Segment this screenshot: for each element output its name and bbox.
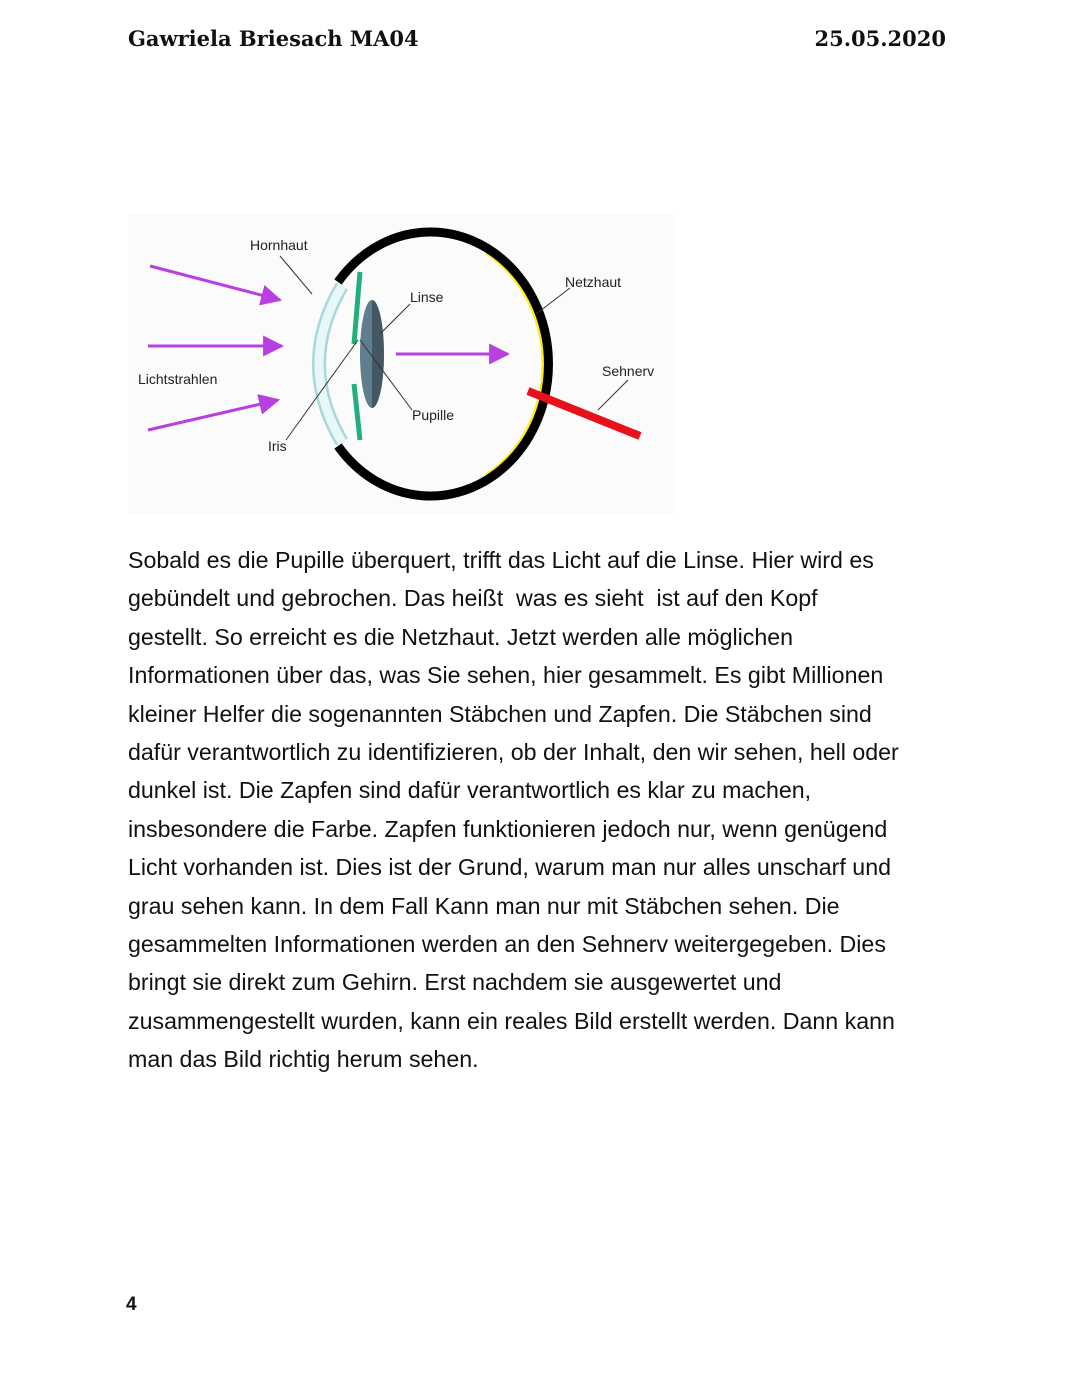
eye-diagram <box>128 214 676 514</box>
header-date: 25.05.2020 <box>814 26 946 51</box>
body-line: dafür verantwortlich zu identifizieren, ob der Inhalt, den wir sehen, hell oder <box>128 739 899 766</box>
body-line: gesammelten Informationen werden an den Sehnerv weitergegeben. Dies <box>128 931 886 958</box>
body-line: bringt sie direkt zum Gehirn. Erst nachdem sie ausgewertet und <box>128 969 782 996</box>
label-pupille: Pupille <box>412 407 455 423</box>
label-linse: Linse <box>410 289 444 305</box>
label-iris: Iris <box>268 438 287 454</box>
body-line: kleiner Helfer die sogenannten Stäbchen und Zapfen. Die Stäbchen sind <box>128 700 872 727</box>
body-line: insbesondere die Farbe. Zapfen funktionieren jedoch nur, wenn genügend <box>128 815 888 842</box>
page-number: 4 <box>126 1294 137 1315</box>
body-line: Informationen über das, was Sie sehen, hier gesammelt. Es gibt Millionen <box>128 662 884 689</box>
body-line: gestellt. So erreicht es die Netzhaut. Jetzt werden alle möglichen <box>128 623 794 650</box>
header-author: Gawriela Briesach MA04 <box>128 26 419 51</box>
body-line: grau sehen kann. In dem Fall Kann man nur mit Stäbchen sehen. Die <box>128 892 840 919</box>
body-paragraph <box>128 541 958 1079</box>
label-hornhaut: Hornhaut <box>250 237 308 253</box>
body-line: Sobald es die Pupille überquert, trifft das Licht auf die Linse. Hier wird es <box>128 547 874 573</box>
body-line: zusammengestellt wurden, kann ein reales Bild erstellt werden. Dann kann <box>128 1007 895 1034</box>
label-lichtstrahlen: Lichtstrahlen <box>138 371 218 387</box>
body-line: Licht vorhanden ist. Dies ist der Grund, warum man nur alles unscharf und <box>128 854 891 881</box>
label-netzhaut: Netzhaut <box>565 274 622 290</box>
body-line: man das Bild richtig herum sehen. <box>128 1046 479 1073</box>
body-line: gebündelt und gebrochen. Das heißt was es sieht ist auf den Kopf <box>128 585 818 612</box>
body-line: dunkel ist. Die Zapfen sind dafür verantwortlich es klar zu machen, <box>128 777 812 804</box>
label-sehnerv: Sehnerv <box>602 363 655 379</box>
